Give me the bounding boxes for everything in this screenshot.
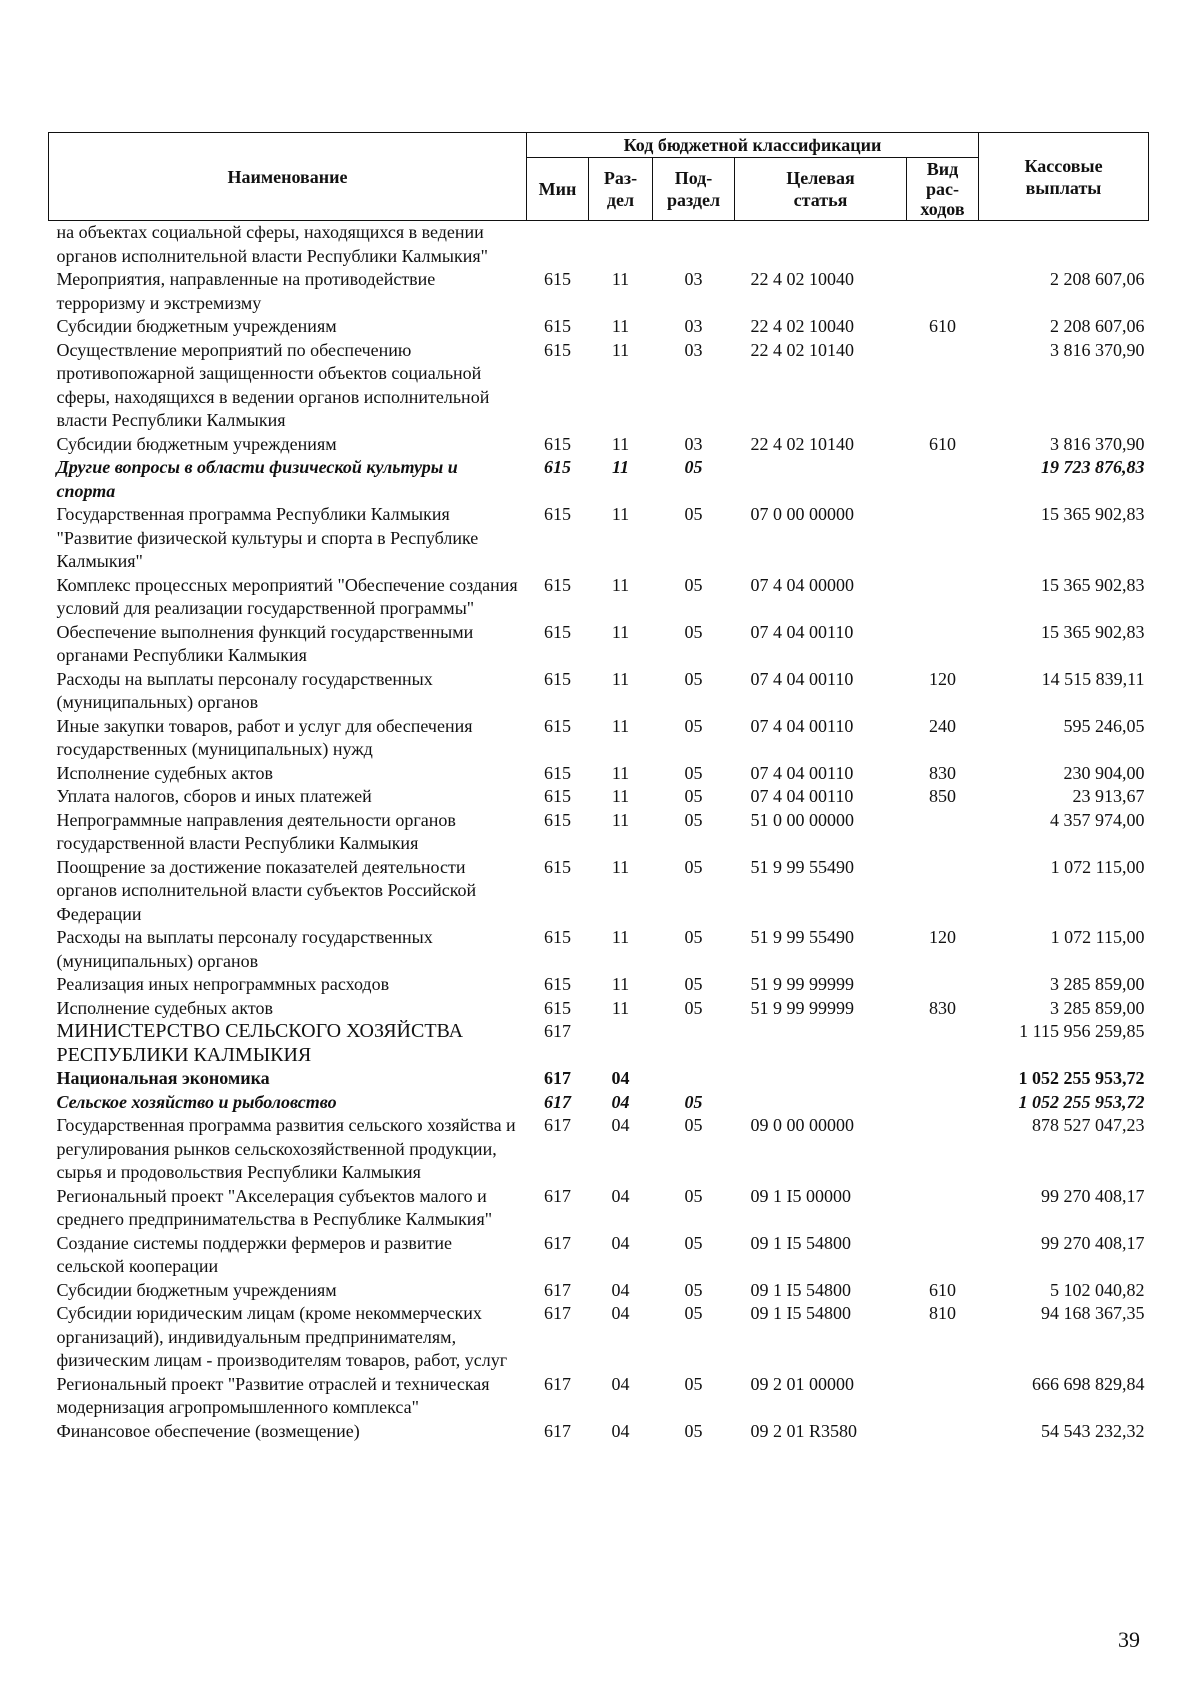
cell-celevaya: 07 4 04 00000: [750, 574, 854, 595]
table-row: [49, 1020, 1149, 1067]
cell-razdel: 11: [611, 316, 630, 336]
cell-vid: [907, 268, 979, 315]
cell-min: 617: [544, 1303, 571, 1323]
table-row: [49, 1114, 1149, 1185]
table-row: [49, 1302, 1149, 1373]
cell-vid: 810: [929, 1303, 956, 1323]
cell-name: Комплекс процессных мероприятий "Обеспечение создания условий для реализации государственной программы": [56, 574, 518, 618]
cell-podrazdel: 03: [684, 316, 703, 336]
cell-vid: 610: [929, 433, 956, 454]
cell-celevaya: 07 4 04 00110: [750, 715, 854, 736]
cell-sum: [979, 221, 1149, 269]
cell-sum: 15 365 902,83: [1041, 621, 1145, 642]
cell-sum: 1 072 115,00: [1050, 927, 1145, 947]
table-row: [49, 856, 1149, 927]
cell-celevaya: [735, 221, 907, 269]
table-row: [49, 433, 1149, 457]
cell-celevaya: 22 4 02 10040: [750, 269, 854, 289]
cell-razdel: 04: [611, 1420, 630, 1441]
cell-vid: 830: [929, 997, 956, 1018]
cell-sum: 3 285 859,00: [1050, 974, 1145, 994]
cell-razdel: 04: [611, 1303, 630, 1323]
cell-min: 615: [544, 856, 571, 877]
cell-razdel: 04: [611, 1279, 630, 1300]
header-podrazdel: Под- раздел: [653, 158, 735, 221]
cell-celevaya: 07 4 04 00110: [750, 668, 854, 689]
cell-min: 617: [544, 1185, 571, 1206]
cell-sum: 94 168 367,35: [1041, 1303, 1145, 1323]
cell-min: 615: [544, 433, 571, 454]
cell-name: Осуществление мероприятий по обеспечению противопожарной защищенности объектов социальной сферы, находящихся в ведении органов исполнительной власти Республики Калмыкия: [56, 339, 490, 430]
cell-celevaya: 51 9 99 99999: [750, 974, 854, 994]
cell-razdel: 04: [611, 1115, 630, 1135]
cell-vid: [907, 621, 979, 668]
cell-celevaya: [735, 1067, 907, 1091]
cell-vid: 120: [929, 668, 956, 689]
cell-podrazdel: 03: [684, 339, 703, 360]
cell-vid: [907, 856, 979, 927]
cell-sum: 1 115 956 259,85: [1019, 1021, 1145, 1041]
cell-celevaya: 07 4 04 00110: [750, 786, 854, 806]
cell-name: Другие вопросы в области физической культуры и спорта: [56, 457, 458, 501]
cell-sum: 3 816 370,90: [1050, 339, 1145, 360]
cell-celevaya: 22 4 02 10140: [750, 433, 854, 454]
cell-razdel: 11: [611, 504, 630, 524]
cell-celevaya: 07 0 00 00000: [750, 504, 854, 524]
cell-razdel: 11: [611, 974, 630, 994]
cell-vid: [907, 1067, 979, 1091]
cell-podrazdel: 05: [684, 574, 703, 595]
header-celevaya: Целевая статья: [735, 158, 907, 221]
table-row: [49, 926, 1149, 973]
cell-min: 615: [544, 762, 571, 783]
cell-podrazdel: 05: [684, 668, 703, 689]
table-row: [49, 1420, 1149, 1444]
cell-podrazdel: 05: [684, 1232, 703, 1253]
header-sum: Кассовые выплаты: [979, 133, 1149, 221]
table-row: [49, 785, 1149, 809]
cell-vid: [907, 1373, 979, 1420]
cell-podrazdel: 05: [684, 1279, 703, 1300]
cell-name: Уплата налогов, сборов и иных платежей: [56, 786, 372, 806]
table-row: [49, 574, 1149, 621]
cell-sum: 14 515 839,11: [1041, 668, 1145, 689]
cell-celevaya: 51 9 99 99999: [750, 997, 854, 1018]
cell-razdel: 11: [611, 269, 630, 289]
cell-name: Государственная программа Республики Калмыкия "Развитие физической культуры и спорта в Республике Калмыкия": [56, 504, 479, 571]
cell-vid: [907, 574, 979, 621]
cell-name: на объектах социальной сферы, находящихся в ведении органов исполнительной власти Республики Калмыкия": [56, 222, 488, 266]
cell-name: Государственная программа развития сельского хозяйства и регулирования рынков сельскохозяйственной продукции, сырья и продовольствия Республики Калмыкия: [56, 1115, 516, 1182]
table-row: [49, 503, 1149, 574]
cell-podrazdel: 05: [684, 927, 703, 947]
cell-name: Региональный проект "Развитие отраслей и техническая модернизация агропромышленного комплекса": [56, 1373, 490, 1417]
table-row: [49, 268, 1149, 315]
cell-sum: 23 913,67: [1072, 786, 1145, 806]
cell-vid: [907, 1420, 979, 1444]
cell-sum: 15 365 902,83: [1041, 574, 1145, 595]
cell-name: Исполнение судебных актов: [56, 762, 274, 783]
cell-name: Субсидии бюджетным учреждениям: [56, 316, 337, 336]
cell-min: 615: [544, 504, 571, 524]
cell-vid: [907, 809, 979, 856]
cell-podrazdel: 05: [684, 504, 703, 524]
table-row: [49, 315, 1149, 339]
cell-podrazdel: 05: [684, 1420, 703, 1441]
cell-razdel: 11: [611, 574, 630, 595]
table-row: [49, 973, 1149, 997]
cell-celevaya: 51 9 99 55490: [750, 856, 854, 877]
cell-vid: 830: [929, 762, 956, 783]
cell-podrazdel: [653, 221, 735, 269]
cell-min: [527, 221, 589, 269]
cell-sum: 1 072 115,00: [1050, 856, 1145, 877]
cell-celevaya: 09 1 I5 54800: [750, 1303, 851, 1323]
cell-sum: 5 102 040,82: [1050, 1279, 1145, 1300]
table-row: [49, 1067, 1149, 1091]
cell-name: Расходы на выплаты персоналу государственных (муниципальных) органов: [56, 927, 433, 971]
cell-celevaya: [735, 1020, 907, 1067]
cell-podrazdel: 05: [684, 974, 703, 994]
header-razdel: Раз- дел: [589, 158, 653, 221]
cell-podrazdel: 05: [684, 786, 703, 806]
cell-vid: [907, 339, 979, 433]
cell-min: 615: [544, 457, 571, 477]
cell-vid: [907, 456, 979, 503]
cell-name: Создание системы поддержки фермеров и развитие сельской кооперации: [56, 1232, 452, 1276]
cell-celevaya: 09 1 I5 54800: [750, 1279, 851, 1300]
cell-min: 615: [544, 269, 571, 289]
cell-podrazdel: 05: [684, 762, 703, 783]
cell-sum: 2 208 607,06: [1050, 316, 1145, 336]
cell-vid: [907, 221, 979, 269]
cell-sum: 878 527 047,23: [1032, 1115, 1145, 1135]
header-name: Наименование: [49, 133, 527, 221]
cell-min: 615: [544, 715, 571, 736]
cell-min: 615: [544, 927, 571, 947]
page-number: 39: [1118, 1627, 1140, 1652]
cell-celevaya: 09 2 01 R3580: [750, 1420, 858, 1441]
cell-celevaya: 51 9 99 55490: [750, 927, 854, 947]
cell-min: 615: [544, 316, 571, 336]
cell-razdel: 11: [611, 668, 630, 689]
cell-name: Расходы на выплаты персоналу государственных (муниципальных) органов: [56, 668, 433, 712]
table-row: [49, 809, 1149, 856]
table-row: [49, 1185, 1149, 1232]
cell-sum: 99 270 408,17: [1041, 1185, 1145, 1206]
cell-podrazdel: [653, 1067, 735, 1091]
cell-razdel: 11: [611, 457, 629, 477]
cell-podrazdel: 05: [684, 1185, 703, 1206]
cell-razdel: [589, 1020, 653, 1067]
cell-razdel: 11: [611, 786, 630, 806]
cell-razdel: 11: [611, 762, 630, 783]
cell-celevaya: 22 4 02 10140: [750, 339, 854, 360]
cell-min: 617: [544, 1420, 571, 1441]
cell-min: 617: [544, 1373, 571, 1394]
cell-razdel: 11: [611, 856, 630, 877]
cell-min: 617: [544, 1068, 571, 1088]
cell-vid: [907, 1020, 979, 1067]
cell-name: Непрограммные направления деятельности органов государственной власти Республики Калмыкия: [56, 809, 456, 853]
cell-razdel: 11: [611, 433, 630, 454]
cell-sum: 4 357 974,00: [1050, 809, 1145, 830]
table-row: [49, 621, 1149, 668]
cell-celevaya: 09 0 00 00000: [750, 1115, 854, 1135]
cell-podrazdel: 05: [684, 809, 703, 830]
cell-razdel: 04: [611, 1232, 630, 1253]
cell-celevaya: 09 1 I5 00000: [750, 1185, 851, 1206]
table-row: [49, 762, 1149, 786]
cell-razdel: 04: [611, 1068, 630, 1088]
cell-name: Региональный проект "Акселерация субъектов малого и среднего предпринимательства в Республике Калмыкия": [56, 1185, 493, 1229]
cell-name: МИНИСТЕРСТВО СЕЛЬСКОГО ХОЗЯЙСТВА РЕСПУБЛИКИ КАЛМЫКИЯ: [56, 1020, 464, 1066]
cell-razdel: 11: [611, 621, 630, 642]
cell-name: Реализация иных непрограммных расходов: [56, 974, 390, 994]
cell-name: Обеспечение выполнения функций государственными органами Республики Калмыкия: [56, 621, 474, 665]
cell-min: 615: [544, 339, 571, 360]
cell-vid: [907, 973, 979, 997]
cell-sum: 15 365 902,83: [1041, 504, 1145, 524]
table-header: [49, 133, 1149, 221]
cell-name: Иные закупки товаров, работ и услуг для обеспечения государственных (муниципальных) нужд: [56, 715, 473, 759]
cell-sum: 1 052 255 953,72: [1018, 1091, 1145, 1112]
cell-razdel: 11: [611, 927, 630, 947]
cell-name: Субсидии юридическим лицам (кроме некоммерческих организаций), индивидуальным предпринимателям, физическим лицам - производителям товаров, работ, услуг: [56, 1303, 508, 1370]
cell-razdel: 04: [611, 1185, 630, 1206]
cell-podrazdel: 05: [684, 1303, 703, 1323]
cell-podrazdel: 05: [684, 1091, 703, 1112]
cell-min: 617: [544, 1021, 571, 1041]
cell-celevaya: [735, 1091, 907, 1115]
cell-name: Мероприятия, направленные на противодействие терроризму и экстремизму: [56, 269, 436, 313]
cell-celevaya: 09 1 I5 54800: [750, 1232, 851, 1253]
cell-name: Сельское хозяйство и рыболовство: [56, 1091, 337, 1112]
cell-name: Субсидии бюджетным учреждениям: [56, 1279, 337, 1300]
cell-podrazdel: 03: [684, 269, 703, 289]
cell-razdel: [589, 221, 653, 269]
cell-podrazdel: 05: [684, 621, 703, 642]
cell-podrazdel: 05: [684, 457, 703, 477]
cell-sum: 230 904,00: [1063, 762, 1145, 783]
cell-podrazdel: 05: [684, 856, 703, 877]
table-row: [49, 668, 1149, 715]
header-vid: Вид рас- ходов: [907, 158, 979, 221]
cell-vid: 610: [929, 1279, 956, 1300]
budget-table: [48, 132, 1149, 1443]
cell-vid: [907, 1185, 979, 1232]
cell-sum: 19 723 876,83: [1041, 457, 1145, 477]
header-min: Мин: [527, 158, 589, 221]
cell-min: 615: [544, 997, 571, 1018]
cell-podrazdel: 03: [684, 433, 703, 454]
cell-razdel: 04: [611, 1091, 630, 1112]
cell-vid: 610: [929, 316, 956, 336]
cell-vid: [907, 1114, 979, 1185]
cell-podrazdel: 05: [684, 997, 703, 1018]
cell-vid: 120: [929, 927, 956, 947]
cell-min: 615: [544, 974, 571, 994]
cell-name: Субсидии бюджетным учреждениям: [56, 433, 337, 454]
cell-podrazdel: 05: [684, 715, 703, 736]
cell-vid: 850: [929, 786, 956, 806]
cell-min: 615: [544, 786, 571, 806]
table-row: [49, 221, 1149, 269]
cell-celevaya: 22 4 02 10040: [750, 316, 854, 336]
cell-celevaya: 07 4 04 00110: [750, 762, 854, 783]
table-body: [49, 221, 1149, 1444]
cell-sum: 2 208 607,06: [1050, 269, 1145, 289]
cell-min: 617: [544, 1279, 571, 1300]
cell-razdel: 11: [611, 997, 630, 1018]
table-row: [49, 997, 1149, 1021]
cell-razdel: 04: [611, 1373, 630, 1394]
cell-razdel: 11: [611, 339, 630, 360]
cell-min: 615: [544, 574, 571, 595]
cell-razdel: 11: [611, 809, 630, 830]
table-row: [49, 1373, 1149, 1420]
cell-razdel: 11: [611, 715, 630, 736]
cell-min: 617: [544, 1115, 571, 1135]
cell-min: 617: [544, 1091, 571, 1112]
cell-celevaya: 07 4 04 00110: [750, 621, 854, 642]
cell-vid: 240: [929, 715, 956, 736]
header-code-group: Код бюджетной классификации: [527, 133, 979, 158]
cell-vid: [907, 1091, 979, 1115]
cell-celevaya: 09 2 01 00000: [750, 1373, 854, 1394]
table-row: [49, 1279, 1149, 1303]
table-row: [49, 456, 1149, 503]
cell-podrazdel: 05: [684, 1115, 703, 1135]
cell-celevaya: 51 0 00 00000: [750, 809, 854, 830]
table-row: [49, 1232, 1149, 1279]
cell-min: 615: [544, 668, 571, 689]
cell-podrazdel: 05: [684, 1373, 703, 1394]
table-row: [49, 1091, 1149, 1115]
table-row: [49, 339, 1149, 433]
cell-vid: [907, 503, 979, 574]
cell-sum: 3 816 370,90: [1050, 433, 1145, 454]
cell-name: Финансовое обеспечение (возмещение): [56, 1420, 360, 1441]
cell-sum: 1 052 255 953,72: [1018, 1068, 1145, 1088]
cell-name: Поощрение за достижение показателей деятельности органов исполнительной власти субъектов Российской Федерации: [56, 856, 477, 924]
cell-min: 617: [544, 1232, 571, 1253]
cell-name: Исполнение судебных актов: [56, 997, 274, 1018]
cell-sum: 54 543 232,32: [1041, 1420, 1145, 1441]
cell-min: 615: [544, 809, 571, 830]
cell-min: 615: [544, 621, 571, 642]
cell-vid: [907, 1232, 979, 1279]
cell-sum: 3 285 859,00: [1050, 997, 1145, 1018]
cell-name: Национальная экономика: [56, 1068, 270, 1088]
cell-sum: 595 246,05: [1063, 715, 1145, 736]
cell-celevaya: [735, 456, 907, 503]
document-page: [48, 132, 1148, 1443]
table-row: [49, 715, 1149, 762]
cell-sum: 99 270 408,17: [1041, 1232, 1145, 1253]
cell-sum: 666 698 829,84: [1032, 1373, 1145, 1394]
cell-podrazdel: [653, 1020, 735, 1067]
